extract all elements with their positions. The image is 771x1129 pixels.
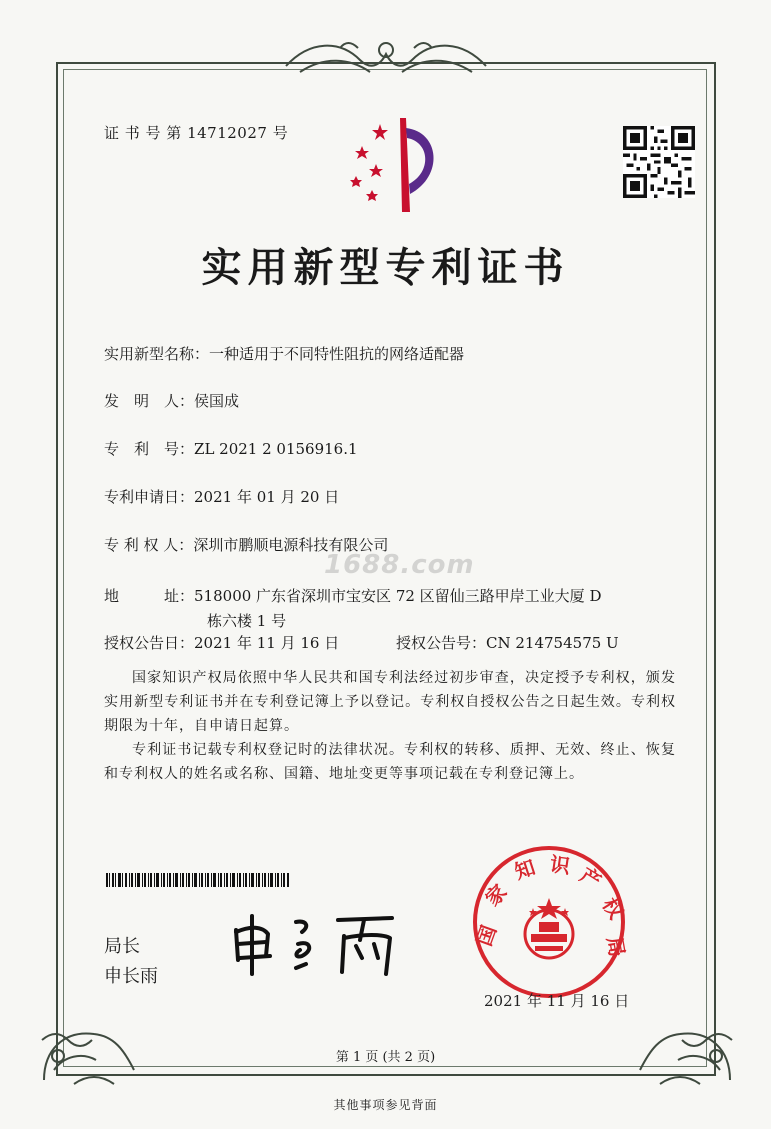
page-number: 第 1 页 (共 2 页) [335, 1050, 436, 1065]
paragraph-legal-status: 专利证书记载专利权登记时的法律状况。专利权的转移、质押、无效、终止、恢复和专利权人的姓名或名称、国籍、地址变更等事项记载在专利登记簿上。 [104, 742, 676, 782]
utility-name-value: 一种适用于不同特性阻抗的网络适配器 [209, 345, 465, 363]
address-value-line2: 栋六楼 1 号 [207, 612, 287, 630]
handwritten-signature [226, 910, 406, 982]
patent-office-logo [336, 112, 448, 220]
svg-text:家: 家 [480, 879, 512, 911]
bottom-left-ornament [34, 1000, 144, 1090]
top-ornament [280, 36, 492, 82]
patent-number-value: ZL 2021 2 0156916.1 [194, 440, 358, 458]
svg-text:识: 识 [548, 851, 572, 879]
row-patent-number [104, 438, 358, 459]
certificate-title: 实用新型专利证书 [201, 244, 570, 291]
patent-holder-label: 专 利 权 人： [104, 536, 194, 554]
back-note: 其他事项参见背面 [333, 1098, 438, 1112]
barcode [106, 873, 290, 887]
patent-holder-value: 深圳市鹏顺电源科技有限公司 [193, 536, 389, 554]
bottom-right-ornament [630, 1000, 740, 1090]
row-address [104, 585, 601, 606]
grant-date-value: 2021 年 11 月 16 日 [194, 634, 340, 652]
patent-number-label: 专 利 号： [104, 440, 195, 458]
address-value-line1: 518000 广东省深圳市宝安区 72 区留仙三路甲岸工业大厦 D [194, 587, 602, 605]
application-date-value: 2021 年 01 月 20 日 [194, 488, 340, 506]
svg-text:国: 国 [471, 922, 502, 950]
grant-date-label: 授权公告日： [104, 634, 195, 652]
qr-code [623, 126, 695, 198]
row-application-date [104, 486, 339, 507]
official-seal [469, 842, 629, 1002]
signatory-title: 局长 [104, 936, 140, 957]
address-label: 地 址： [104, 587, 195, 605]
certificate-number: 证 书 号 第 14712027 号 [104, 124, 289, 142]
application-date-label: 专利申请日： [104, 488, 195, 506]
row-grant-date [104, 632, 339, 653]
row-grant-number [396, 632, 619, 653]
svg-text:局: 局 [602, 934, 629, 959]
utility-name-label: 实用新型名称： [104, 345, 210, 363]
grant-number-value: CN 214754575 U [486, 634, 619, 652]
seal-date: 2021 年 11 月 16 日 [484, 992, 630, 1010]
paragraph-grant: 国家知识产权局依照中华人民共和国专利法经过初步审查，决定授予专利权，颁发实用新型专利证书并在专利登记簿上予以登记。专利权自授权公告之日起生效。专利权期限为十年，自申请日起算。 [104, 670, 676, 734]
svg-text:权: 权 [597, 893, 629, 924]
signatory-name: 申长雨 [104, 966, 158, 987]
inventor-value: 侯国成 [194, 392, 240, 410]
svg-text:产: 产 [575, 862, 606, 894]
svg-text:知: 知 [511, 854, 539, 884]
grant-number-label: 授权公告号： [396, 634, 487, 652]
inventor-label: 发 明 人： [104, 392, 195, 410]
watermark: 1688.com [324, 550, 475, 580]
row-inventor [104, 390, 239, 411]
row-utility-name [104, 343, 464, 364]
